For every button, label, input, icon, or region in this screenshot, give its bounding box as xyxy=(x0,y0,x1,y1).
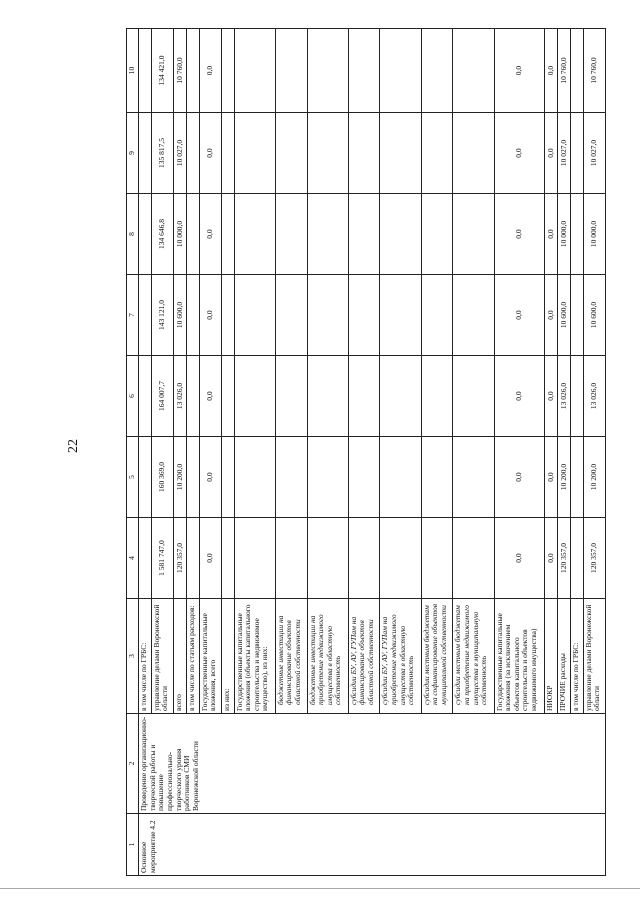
row-label: Государственные капитальные вложения, всего xyxy=(199,599,221,714)
header-row xyxy=(127,29,139,876)
value-cell: 10 200,0 xyxy=(558,437,571,518)
value-cell xyxy=(307,194,348,275)
row-label: ПРОЧИЕ расходы xyxy=(558,599,571,714)
value-cell xyxy=(221,29,234,113)
value-cell xyxy=(348,113,380,194)
value-cell xyxy=(307,356,348,437)
value-cell xyxy=(380,29,421,113)
value-cell xyxy=(221,194,234,275)
value-cell xyxy=(348,275,380,356)
value-cell: 120 357,0 xyxy=(583,518,605,599)
value-cell xyxy=(380,356,421,437)
value-cell xyxy=(570,29,583,113)
value-cell xyxy=(453,518,494,599)
value-cell xyxy=(348,356,380,437)
value-cell xyxy=(348,194,380,275)
value-cell: 10 000,0 xyxy=(174,194,187,275)
value-cell: 10 200,0 xyxy=(174,437,187,518)
row-label: субсидии местным бюджетам на софинансирование объектов муниципальной собственности xyxy=(421,599,453,714)
value-cell: 10 600,0 xyxy=(174,275,187,356)
value-cell xyxy=(186,275,199,356)
value-cell: 0,0 xyxy=(199,275,221,356)
value-cell xyxy=(307,113,348,194)
value-cell xyxy=(275,356,307,437)
value-cell xyxy=(221,518,234,599)
value-cell xyxy=(453,437,494,518)
value-cell: 0,0 xyxy=(545,29,558,113)
value-cell: 0,0 xyxy=(199,194,221,275)
row-label: бюджетные инвестиции на приобретение недвижимого имущества в областную собственность xyxy=(307,599,348,714)
row-label: из них: xyxy=(221,599,234,714)
value-cell: 164 007,7 xyxy=(151,356,173,437)
value-cell: 10 000,0 xyxy=(558,194,571,275)
value-cell: 10 600,0 xyxy=(583,275,605,356)
value-cell: 10 027,0 xyxy=(174,113,187,194)
value-cell: 1 581 747,0 xyxy=(151,518,173,599)
row-label: субсидии местным бюджетам на приобретение недвижимого имущества в муниципальную собственность xyxy=(453,599,494,714)
value-cell: 0,0 xyxy=(199,356,221,437)
value-cell: 0,0 xyxy=(494,518,545,599)
value-cell xyxy=(307,437,348,518)
value-cell xyxy=(275,194,307,275)
value-cell: 10 000,0 xyxy=(583,194,605,275)
value-cell xyxy=(275,437,307,518)
value-cell xyxy=(234,518,275,599)
value-cell xyxy=(234,194,275,275)
value-cell: 134 646,8 xyxy=(151,194,173,275)
value-cell xyxy=(380,437,421,518)
value-cell xyxy=(570,356,583,437)
value-cell: 10 760,0 xyxy=(558,29,571,113)
value-cell: 13 026,0 xyxy=(174,356,187,437)
value-cell xyxy=(234,275,275,356)
value-cell xyxy=(380,194,421,275)
value-cell: 10 027,0 xyxy=(558,113,571,194)
value-cell xyxy=(380,275,421,356)
row-label: управление делами Воронежской области xyxy=(583,599,605,714)
row-label: в том числе по статьям расходов: xyxy=(186,599,199,714)
value-cell: 0,0 xyxy=(545,194,558,275)
value-cell xyxy=(221,113,234,194)
value-cell: 13 026,0 xyxy=(558,356,571,437)
row-label: НИОКР xyxy=(545,599,558,714)
value-cell xyxy=(421,113,453,194)
value-cell: 0,0 xyxy=(199,29,221,113)
value-cell xyxy=(570,518,583,599)
value-cell: 0,0 xyxy=(545,113,558,194)
value-cell xyxy=(139,275,152,356)
table-row xyxy=(139,29,152,876)
budget-table xyxy=(126,28,606,876)
value-cell xyxy=(275,518,307,599)
value-cell: 0,0 xyxy=(545,518,558,599)
value-cell xyxy=(570,275,583,356)
value-cell xyxy=(307,518,348,599)
value-cell xyxy=(421,437,453,518)
value-cell: 135 817,5 xyxy=(151,113,173,194)
value-cell xyxy=(348,518,380,599)
row-label: субсидии БУ, АУ, ГУПам на приобретение недвижимого имущества в областную собственность xyxy=(380,599,421,714)
value-cell xyxy=(275,113,307,194)
value-cell xyxy=(186,194,199,275)
value-cell xyxy=(221,275,234,356)
value-cell: 10 027,0 xyxy=(583,113,605,194)
value-cell xyxy=(453,275,494,356)
row-label: в том числе по ГРБС: xyxy=(139,599,152,714)
row-label: управление делами Воронежской области xyxy=(151,599,173,714)
value-cell xyxy=(139,113,152,194)
value-cell xyxy=(453,29,494,113)
rotated-table-wrapper xyxy=(126,29,606,876)
header-cell: 8 xyxy=(127,194,139,275)
value-cell: 134 421,0 xyxy=(151,29,173,113)
header-cell: 4 xyxy=(127,518,139,599)
value-cell: 0,0 xyxy=(494,29,545,113)
row-label: всего xyxy=(174,599,187,714)
value-cell xyxy=(221,356,234,437)
value-cell xyxy=(186,437,199,518)
value-cell xyxy=(453,113,494,194)
value-cell xyxy=(186,518,199,599)
value-cell xyxy=(348,29,380,113)
value-cell xyxy=(139,194,152,275)
value-cell: 120 357,0 xyxy=(174,518,187,599)
event-code: Основное мероприятие 4.2 xyxy=(139,814,606,876)
value-cell: 0,0 xyxy=(545,437,558,518)
row-label: субсидии БУ, АУ, ГУПам на финансирование объектов областной собственности xyxy=(348,599,380,714)
value-cell xyxy=(139,29,152,113)
row-label: в том числе по ГРБС: xyxy=(570,599,583,714)
header-cell: 9 xyxy=(127,113,139,194)
value-cell xyxy=(570,113,583,194)
value-cell xyxy=(139,356,152,437)
value-cell: 0,0 xyxy=(494,194,545,275)
value-cell xyxy=(380,518,421,599)
value-cell: 0,0 xyxy=(199,518,221,599)
value-cell xyxy=(380,113,421,194)
value-cell xyxy=(570,194,583,275)
value-cell xyxy=(421,29,453,113)
header-cell: 10 xyxy=(127,29,139,113)
value-cell xyxy=(421,275,453,356)
value-cell xyxy=(234,356,275,437)
value-cell: 160 369,0 xyxy=(151,437,173,518)
row-label: бюджетные инвестиции на финансирование объектов областной собственности xyxy=(275,599,307,714)
row-label: Государственные капитальные вложения (за исключением объектов капитального строительства и объектов недвижимого имущества) xyxy=(494,599,545,714)
value-cell: 0,0 xyxy=(494,437,545,518)
value-cell: 0,0 xyxy=(494,275,545,356)
value-cell: 0,0 xyxy=(199,113,221,194)
value-cell: 10 760,0 xyxy=(583,29,605,113)
value-cell xyxy=(275,29,307,113)
value-cell: 13 026,0 xyxy=(583,356,605,437)
row-label: Государственные капитальные вложения (объекты капитального строительства и недвижимое имущество), из них: xyxy=(234,599,275,714)
value-cell xyxy=(348,437,380,518)
value-cell xyxy=(234,437,275,518)
value-cell xyxy=(307,29,348,113)
value-cell xyxy=(421,194,453,275)
value-cell xyxy=(570,437,583,518)
page-number: 22 xyxy=(66,439,81,453)
value-cell: 10 760,0 xyxy=(174,29,187,113)
value-cell xyxy=(421,356,453,437)
value-cell xyxy=(186,29,199,113)
value-cell xyxy=(453,356,494,437)
header-cell: 3 xyxy=(127,599,139,714)
value-cell xyxy=(221,437,234,518)
value-cell xyxy=(139,518,152,599)
value-cell: 0,0 xyxy=(545,356,558,437)
value-cell xyxy=(186,356,199,437)
value-cell: 10 200,0 xyxy=(583,437,605,518)
value-cell xyxy=(421,518,453,599)
value-cell xyxy=(234,113,275,194)
value-cell: 0,0 xyxy=(199,437,221,518)
value-cell xyxy=(453,194,494,275)
header-cell: 6 xyxy=(127,356,139,437)
scan-edge-divider xyxy=(0,888,640,889)
value-cell xyxy=(307,275,348,356)
value-cell: 0,0 xyxy=(494,113,545,194)
value-cell xyxy=(139,437,152,518)
value-cell xyxy=(186,113,199,194)
value-cell xyxy=(234,29,275,113)
value-cell: 10 600,0 xyxy=(558,275,571,356)
event-name: Проведение организационно-творческой работы и повышение профессионально-творческого уровня работников СМИ Воронежской области xyxy=(139,714,606,814)
header-cell: 2 xyxy=(127,714,139,814)
header-cell: 5 xyxy=(127,437,139,518)
value-cell: 0,0 xyxy=(494,356,545,437)
value-cell: 0,0 xyxy=(545,275,558,356)
header-cell: 7 xyxy=(127,275,139,356)
header-cell: 1 xyxy=(127,814,139,876)
value-cell: 143 121,0 xyxy=(151,275,173,356)
value-cell xyxy=(275,275,307,356)
value-cell: 120 357,0 xyxy=(558,518,571,599)
